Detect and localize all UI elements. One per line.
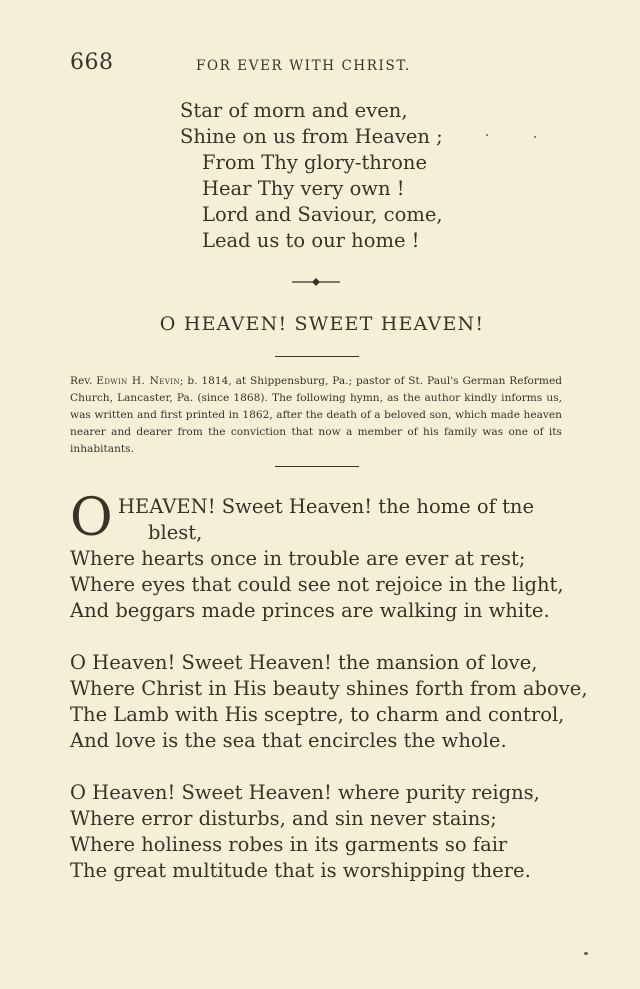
- author-prefix: Rev.: [70, 375, 93, 387]
- section-ornament-icon: [292, 276, 340, 288]
- verse-line: Where Christ in His beauty shines forth from above,: [70, 677, 588, 700]
- verse-line: Shine on us from Heaven ;: [180, 125, 443, 148]
- verse-line: Lord and Saviour, come,: [202, 203, 443, 226]
- verse-line: HEAVEN! Sweet Heaven! the home of tne: [118, 495, 535, 518]
- verse-line: Lead us to our home !: [202, 229, 420, 252]
- verse-line: Where eyes that could see not rejoice in the light,: [70, 573, 564, 596]
- intro-stanza: [180, 98, 443, 254]
- stanza: [70, 488, 570, 624]
- verse-line: The Lamb with His sceptre, to charm and control,: [70, 703, 565, 726]
- divider: [275, 466, 359, 467]
- stanza: [70, 650, 588, 754]
- verse-line: O Heaven! Sweet Heaven! the mansion of love,: [70, 651, 538, 674]
- paper-speck: [584, 952, 588, 955]
- author-name: Edwin H. Nevin: [96, 375, 180, 387]
- verse-line: Where error disturbs, and sin never stains;: [70, 807, 497, 830]
- page-number: 668: [70, 50, 114, 75]
- verse-line: And love is the sea that encircles the whole.: [70, 729, 507, 752]
- verse-line: From Thy glory-throne: [202, 151, 428, 174]
- paper-speck: [534, 136, 536, 138]
- verse-line: Hear Thy very own !: [202, 177, 405, 200]
- divider: [275, 356, 359, 357]
- verse-line: Where holiness robes in its garments so fair: [70, 833, 508, 856]
- verse-line: blest,: [148, 521, 203, 544]
- drop-cap: O: [70, 488, 113, 548]
- verse-line: Where hearts once in trouble are ever at rest;: [70, 547, 526, 570]
- paper-speck: [486, 134, 488, 136]
- author-bio: ; b. 1814, at Shippensburg, Pa.; pastor of St. Paul's German Reformed Church, Lancaster, Pa. (since 1868). The following hymn, as the author kindly informs us, was written and first printed in 1862, after the death of a beloved son, which made heaven nearer and dearer from the conviction that now a member of his family was one of its inhabitants.: [70, 375, 562, 455]
- running-title: FOR EVER WITH CHRIST.: [196, 58, 411, 74]
- hymn-title: O HEAVEN! SWEET HEAVEN!: [159, 313, 485, 335]
- verse-line: And beggars made princes are walking in white.: [70, 599, 550, 622]
- verse-line: The great multitude that is worshipping there.: [70, 859, 531, 882]
- verse-line: O Heaven! Sweet Heaven! where purity reigns,: [70, 781, 540, 804]
- stanza: [70, 780, 570, 884]
- verse-line: Star of morn and even,: [180, 99, 408, 122]
- author-note: [70, 373, 562, 458]
- hymn-body: [70, 488, 588, 910]
